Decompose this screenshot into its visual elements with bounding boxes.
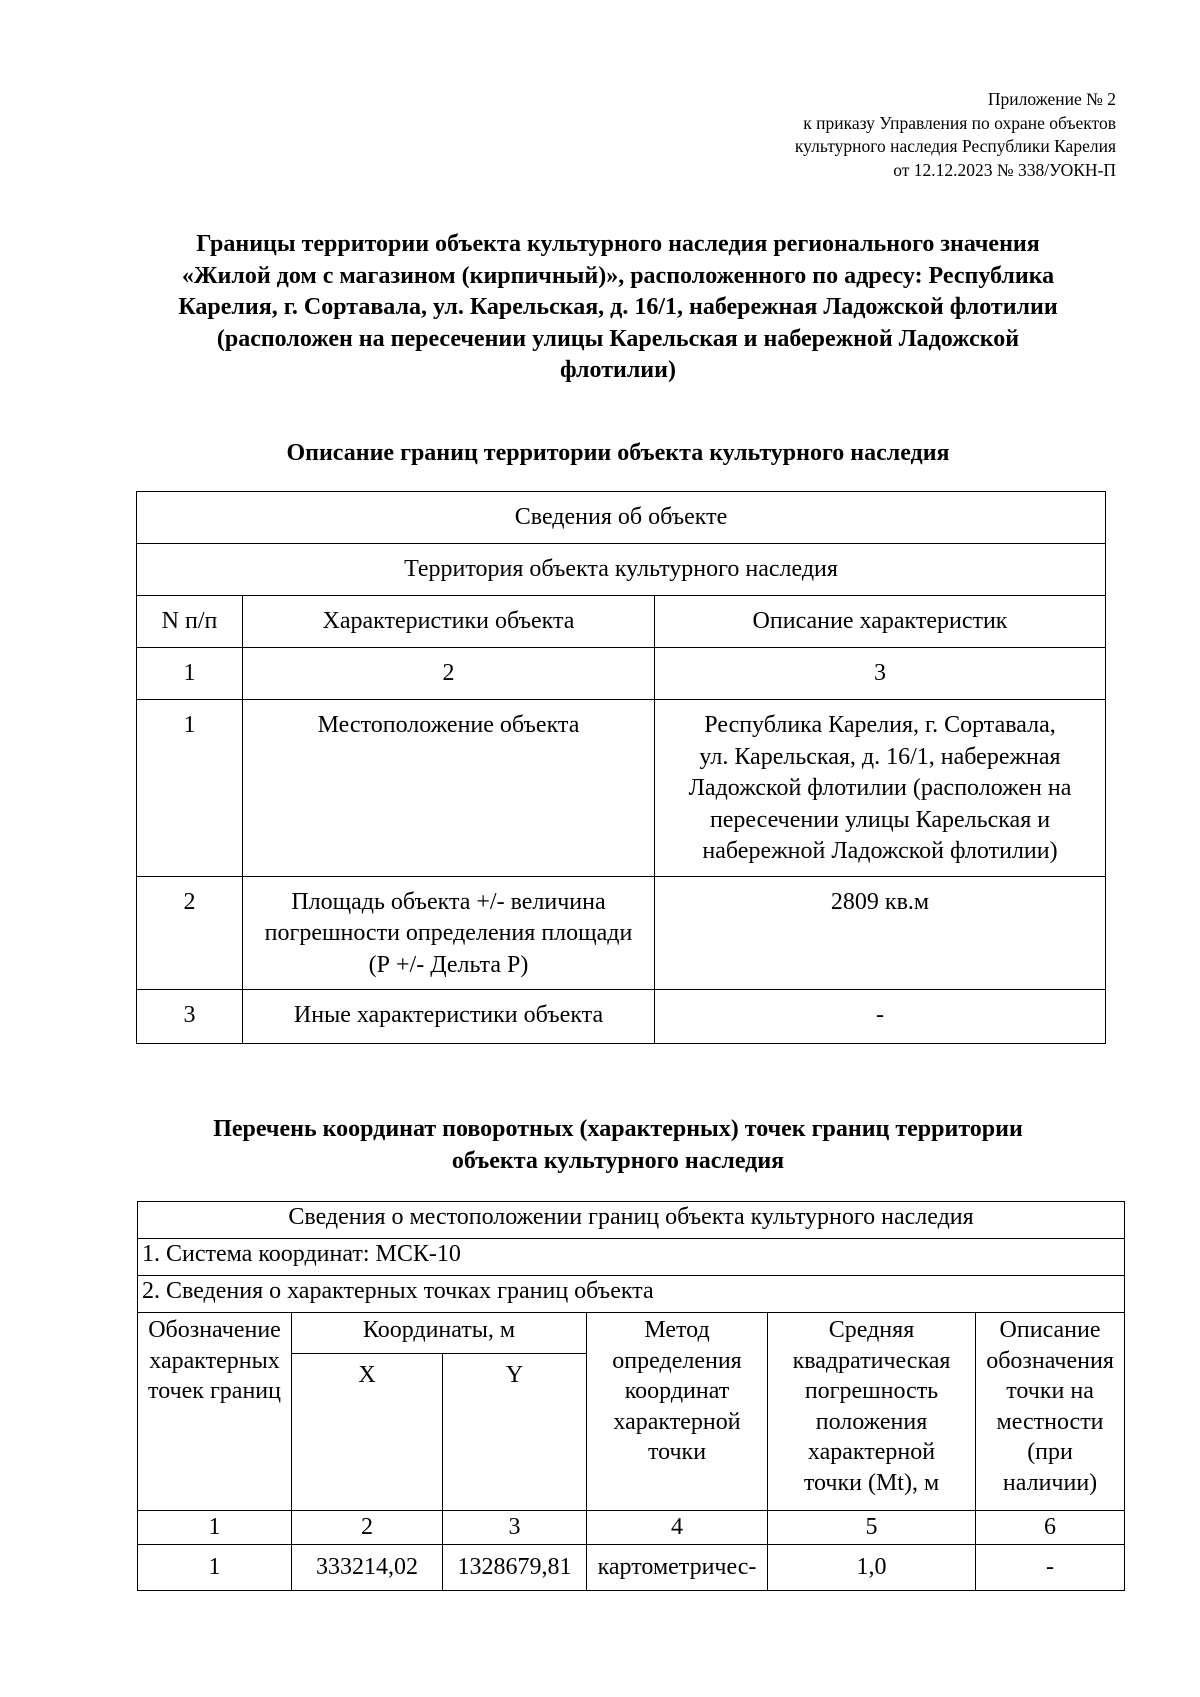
title-line: Карелия, г. Сортавала, ул. Карельская, д. 16/1, набережная Ладожской флотилии	[178, 294, 1058, 320]
text-line: местности	[996, 1408, 1104, 1435]
text-line: погрешность	[804, 1378, 939, 1404]
heading-line: объекта культурного наследия	[451, 1147, 785, 1174]
text-line: определения	[612, 1347, 742, 1374]
appendix-line: Приложение № 2	[987, 89, 1116, 109]
header-y: Y	[443, 1354, 587, 1511]
point-x: 333214,02	[292, 1545, 443, 1591]
text-line: Средняя	[828, 1317, 915, 1343]
point-description: -	[976, 1545, 1125, 1591]
text-line: точки на	[1006, 1378, 1094, 1404]
table-row	[137, 700, 1106, 877]
text-line: пересечении улицы Карельская и	[709, 806, 1051, 833]
heading-line: Перечень координат поворотных (характерных) точек границ территории	[213, 1116, 1023, 1142]
text-line: Описание	[999, 1317, 1101, 1343]
column-number: 1	[137, 648, 243, 700]
text-line: (Р +/- Дельта Р)	[368, 951, 529, 978]
row-description	[655, 700, 1106, 877]
column-header: N п/п	[137, 596, 243, 648]
title-line: (расположен на пересечении улицы Карельская и набережной Ладожской	[216, 325, 1020, 352]
coordinate-system: 1. Система координат: МСК-10	[138, 1239, 1125, 1276]
point-error: 1,0	[768, 1545, 976, 1591]
text-line: Местоположение объекта	[317, 712, 580, 738]
row-characteristic	[243, 700, 655, 877]
text-line: точек границ	[148, 1378, 281, 1404]
column-number: 1	[138, 1511, 292, 1545]
row-number: 3	[137, 990, 243, 1044]
text-line: -	[876, 1002, 885, 1028]
text-line: Площадь объекта +/- величина	[291, 888, 606, 915]
text-line: ул. Карельская, д. 16/1, набережная	[699, 743, 1061, 770]
text-line: Обозначение	[148, 1317, 281, 1343]
boundary-description-table	[136, 491, 1106, 1044]
row-number: 2	[137, 876, 243, 990]
section2-heading	[128, 1114, 1108, 1177]
appendix-header	[795, 88, 1116, 182]
row-description	[655, 876, 1106, 990]
header-error	[768, 1313, 976, 1511]
point-method: картометричес-	[587, 1545, 768, 1591]
coordinates-table	[137, 1201, 1125, 1591]
point-y: 1328679,81	[443, 1545, 587, 1591]
column-number: 6	[976, 1511, 1125, 1545]
header-method	[587, 1313, 768, 1511]
title-line: Границы территории объекта культурного наследия регионального значения	[196, 231, 1040, 257]
row-characteristic	[243, 876, 655, 990]
appendix-line: культурного наследия Республики Карелия	[794, 136, 1116, 156]
column-header: Описание характеристик	[655, 596, 1106, 648]
table-title: Сведения об объекте	[137, 492, 1106, 544]
text-line: Республика Карелия, г. Сортавала,	[704, 712, 1056, 738]
table-subtitle: Территория объекта культурного наследия	[137, 544, 1106, 596]
column-number: 5	[768, 1511, 976, 1545]
row-number: 1	[137, 700, 243, 877]
text-line: характерной	[613, 1408, 741, 1435]
row-description	[655, 990, 1106, 1044]
text-line: набережной Ладожской флотилии)	[702, 838, 1058, 864]
header-x: X	[292, 1354, 443, 1511]
text-line: характерной	[807, 1439, 936, 1465]
text-line: (при	[1027, 1439, 1073, 1465]
text-line: точки	[647, 1439, 707, 1465]
text-line: координат	[624, 1378, 730, 1404]
points-info: 2. Сведения о характерных точках границ объекта	[138, 1276, 1125, 1313]
point-designation: 1	[138, 1545, 292, 1591]
document-title	[128, 229, 1108, 387]
text-line: положения	[815, 1408, 928, 1435]
coordinates-table-title: Сведения о местоположении границ объекта культурного наследия	[138, 1202, 1125, 1239]
header-designation	[138, 1313, 292, 1511]
appendix-line: от 12.12.2023 № 338/УОКН-П	[893, 159, 1116, 180]
text-line: характерных	[149, 1347, 280, 1374]
column-number: 2	[243, 648, 655, 700]
text-line: погрешности определения площади	[264, 920, 633, 946]
text-line: наличии)	[1002, 1469, 1098, 1496]
header-point-description	[976, 1313, 1125, 1511]
text-line: точки (Mt), м	[803, 1469, 940, 1496]
text-line: Иные характеристики объекта	[293, 1002, 604, 1028]
text-line: Ладожской флотилии (расположен на	[688, 775, 1072, 801]
appendix-line: к приказу Управления по охране объектов	[803, 112, 1116, 133]
table-row	[138, 1545, 1125, 1591]
table-row	[137, 876, 1106, 990]
column-number: 3	[443, 1511, 587, 1545]
title-line: «Жилой дом с магазином (кирпичный)», расположенного по адресу: Республика	[181, 262, 1055, 289]
header-coordinates: Координаты, м	[292, 1313, 587, 1354]
row-characteristic	[243, 990, 655, 1044]
text-line: Метод	[644, 1317, 710, 1343]
title-line: флотилии)	[560, 357, 676, 383]
column-number: 3	[655, 648, 1106, 700]
text-line: 2809 кв.м	[830, 888, 930, 915]
section1-heading: Описание границ территории объекта культурного наследия	[286, 440, 950, 466]
column-header: Характеристики объекта	[243, 596, 655, 648]
text-line: квадратическая	[792, 1347, 951, 1374]
column-number: 4	[587, 1511, 768, 1545]
column-number: 2	[292, 1511, 443, 1545]
text-line: обозначения	[986, 1347, 1114, 1374]
table-row	[137, 990, 1106, 1044]
